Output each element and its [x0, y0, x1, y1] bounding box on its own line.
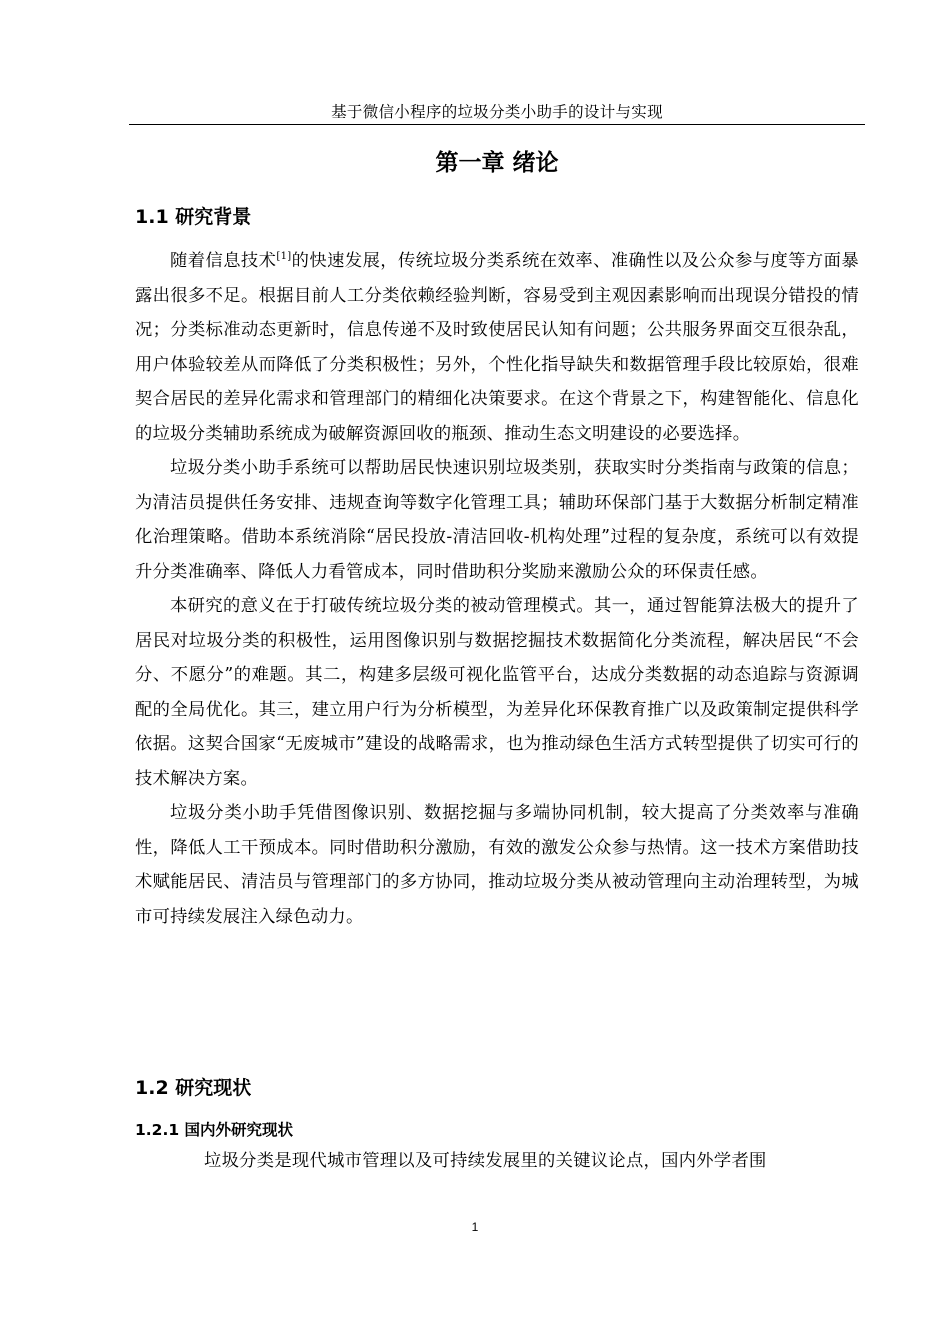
- paragraph-text: 随着信息技术: [170, 251, 277, 271]
- paragraph: 垃圾分类小助手系统可以帮助居民快速识别垃圾类别，获取实时分类指南与政策的信息；为清洁员提供任务安排、违规查询等数字化管理工具；辅助环保部门基于大数据分析制定精准化治理策略。借助本系统消除“居民投放-清洁回收-机构处理”过程的复杂度，系统可以有效提升分类准确率、降低人力看管成本，同时借助积分奖励来激励公众的环保责任感。: [135, 458, 859, 582]
- paragraph: 垃圾分类小助手凭借图像识别、数据挖掘与多端协同机制，较大提高了分类效率与准确性，降低人工干预成本。同时借助积分激励，有效的激发公众参与热情。这一技术方案借助技术赋能居民、清洁员与管理部门的多方协同，推动垃圾分类从被动管理向主动治理转型，为城市可持续发展注入绿色动力。: [135, 803, 859, 927]
- page-number: 1: [471, 1220, 479, 1234]
- running-title: 基于微信小程序的垃圾分类小助手的设计与实现: [331, 103, 663, 121]
- section-heading-1-2: 1.2 研究现状: [135, 1077, 252, 1099]
- section-1-1-body: [135, 244, 859, 934]
- citation-ref[interactable]: [1]: [276, 251, 292, 262]
- paragraph-text: 的快速发展，传统垃圾分类系统在效率、准确性以及公众参与度等方面暴露出很多不足。根据目前人工分类依赖经验判断，容易受到主观因素影响而出现误分错投的情况；分类标准动态更新时，信息传递不及时致使居民认知有问题；公共服务界面交互很杂乱，用户体验较差从而降低了分类积极性；另外，个性化指导缺失和数据管理手段比较原始，很难契合居民的差异化需求和管理部门的精细化决策要求。在这个背景之下，构建智能化、信息化的垃圾分类辅助系统成为破解资源回收的瓶颈、推动生态文明建设的必要选择。: [135, 251, 859, 444]
- subsection-heading-1-2-1: 1.2.1 国内外研究现状: [135, 1121, 294, 1139]
- paragraph: 本研究的意义在于打破传统垃圾分类的被动管理模式。其一，通过智能算法极大的提升了居民对垃圾分类的积极性，运用图像识别与数据挖掘技术数据简化分类流程，解决居民“不会分、不愿分”的难题。其二，构建多层级可视化监管平台，达成分类数据的动态追踪与资源调配的全局优化。其三，建立用户行为分析模型，为差异化环保教育推广以及政策制定提供科学依据。这契合国家“无废城市”建设的战略需求，也为推动绿色生活方式转型提供了切实可行的技术解决方案。: [135, 596, 859, 789]
- chapter-title: 第一章 绪论: [435, 150, 559, 176]
- paragraph: 垃圾分类是现代城市管理以及可持续发展里的关键议论点，国内外学者围: [204, 1151, 767, 1171]
- running-header: [129, 100, 865, 125]
- section-1-2-body: [135, 1144, 859, 1179]
- section-heading-1-1: 1.1 研究背景: [135, 206, 252, 228]
- paragraph: [135, 244, 859, 451]
